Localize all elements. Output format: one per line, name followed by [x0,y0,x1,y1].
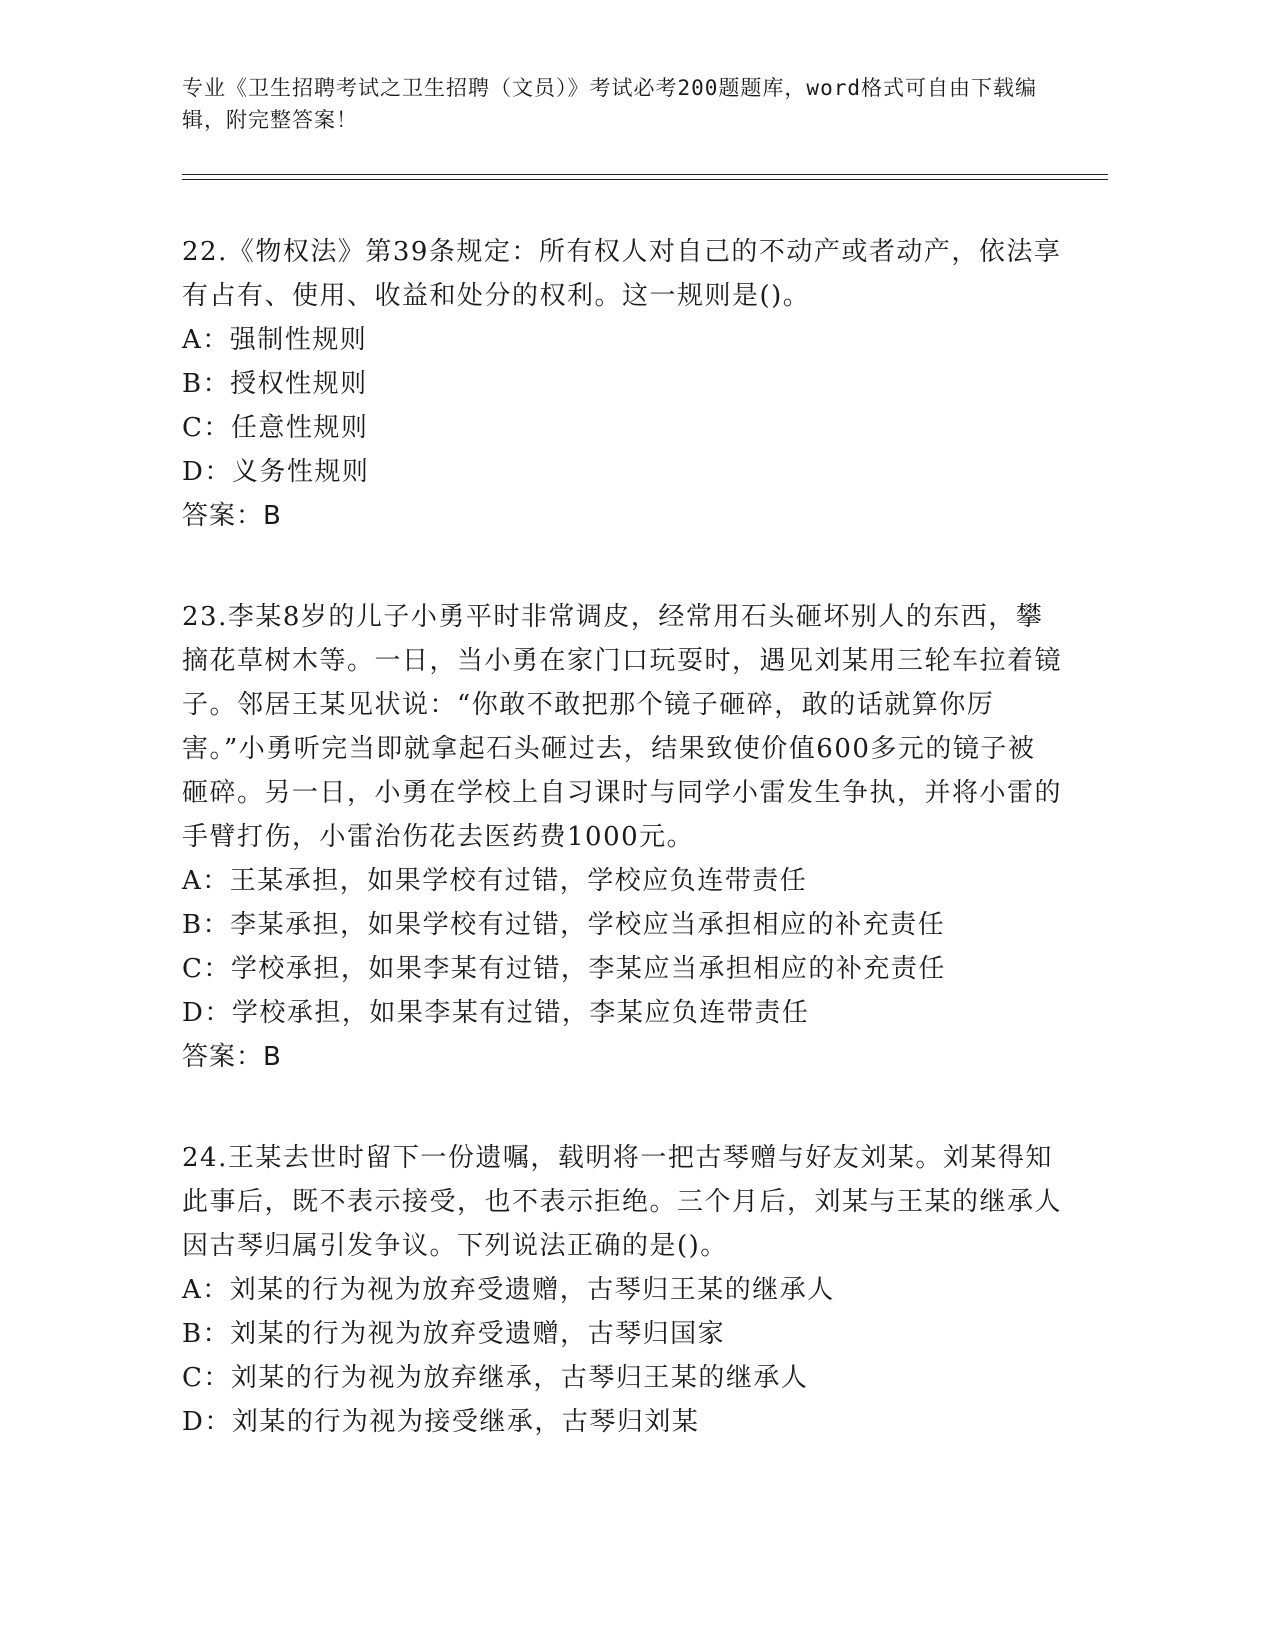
option-b: B：刘某的行为视为放弃受遗赠，古琴归国家 [182,1319,726,1349]
header-divider-bottom [182,179,1108,180]
option-d: D：学校承担，如果李某有过错，李某应负连带责任 [182,998,810,1028]
option-d: D：义务性规则 [182,457,370,487]
question-24 [182,1136,1062,1444]
header-divider-top [182,174,1108,175]
option-c: C：刘某的行为视为放弃继承，古琴归王某的继承人 [182,1363,809,1393]
question-list [182,230,1062,1501]
question-23 [182,595,1062,1079]
question-22 [182,230,1062,538]
question-stem: 22.《物权法》第39条规定：所有权人对自己的不动产或者动产，依法享有占有、使用、收益和处分的权利。这一规则是()。 [182,237,1062,311]
answer-line: 答案：B [182,1042,282,1072]
option-c: C：任意性规则 [182,413,369,443]
option-c: C：学校承担，如果李某有过错，李某应当承担相应的补充责任 [182,954,946,984]
question-stem: 23.李某8岁的儿子小勇平时非常调皮，经常用石头砸坏别人的东西，攀摘花草树木等。一日，当小勇在家门口玩耍时，遇见刘某用三轮车拉着镜子。邻居王某见状说：“你敢不敢把那个镜子砸碎，敢的话就算你厉害。”小勇听完当即就拿起石头砸过去，结果致使价值600多元的镜子被砸碎。另一日，小勇在学校上自习课时与同学小雷发生争执，并将小雷的手臂打伤，小雷治伤花去医药费1000元。 [182,602,1063,852]
option-a: A：王某承担，如果学校有过错，学校应负连带责任 [182,866,808,896]
answer-line: 答案：B [182,501,282,531]
document-header: 专业《卫生招聘考试之卫生招聘（文员）》考试必考200题题库，word格式可自由下载编辑，附完整答案！ [182,76,1037,132]
option-a: A：强制性规则 [182,325,368,355]
option-b: B：李某承担，如果学校有过错，学校应当承担相应的补充责任 [182,910,946,940]
question-stem: 24.王某去世时留下一份遗嘱，载明将一把古琴赠与好友刘某。刘某得知此事后，既不表示接受，也不表示拒绝。三个月后，刘某与王某的继承人因古琴归属引发争议。下列说法正确的是()。 [182,1143,1063,1261]
option-b: B：授权性规则 [182,369,368,399]
option-d: D：刘某的行为视为接受继承，古琴归刘某 [182,1407,700,1437]
option-a: A：刘某的行为视为放弃受遗赠，古琴归王某的继承人 [182,1275,835,1305]
